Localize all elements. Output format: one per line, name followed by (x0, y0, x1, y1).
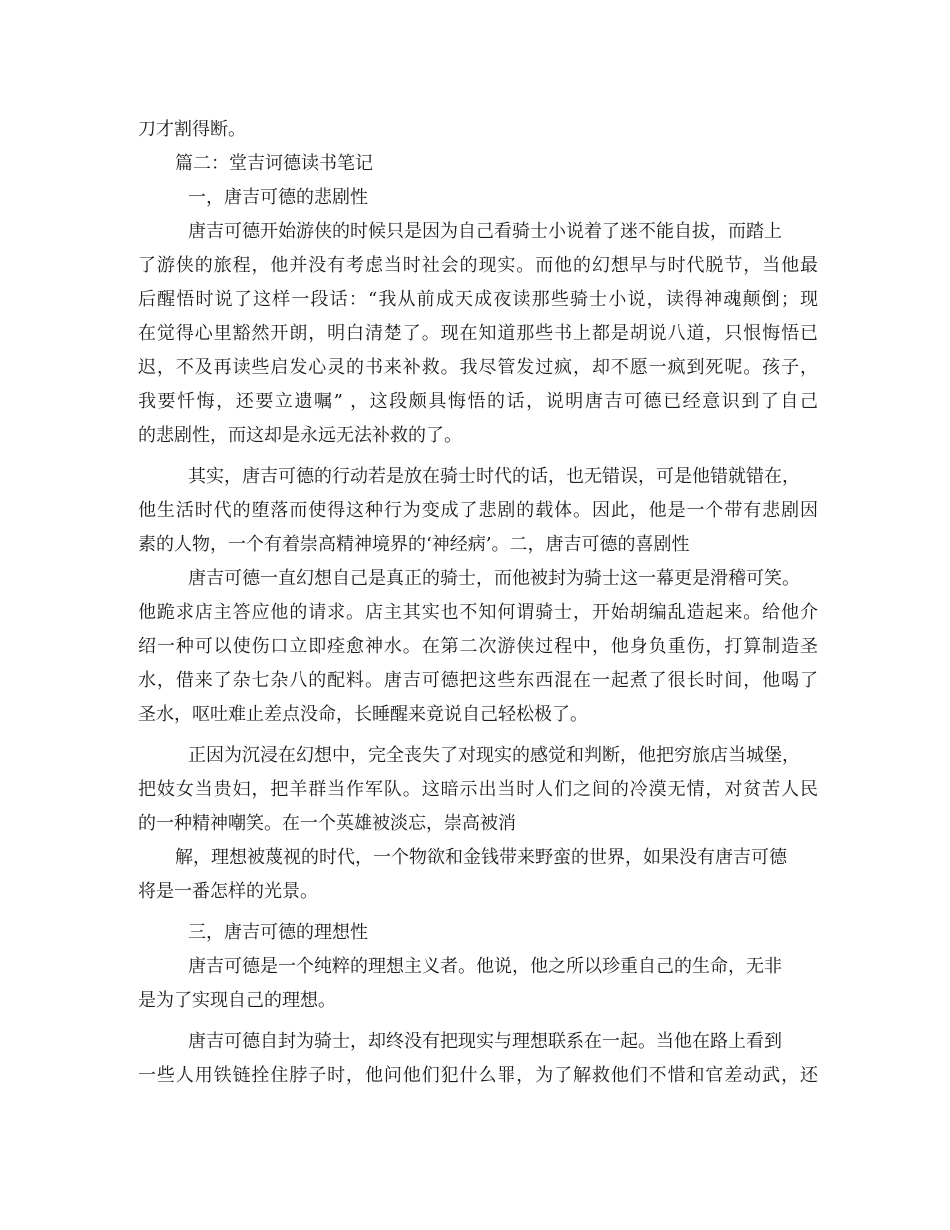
text-line: 他生活时代的堕落而使得这种行为变成了悲剧的载体。因此，他是一个带有悲剧因 (138, 500, 818, 521)
text-line: 将是一番怎样的光景。 (138, 881, 318, 902)
text-line: 刀才割得断。 (138, 119, 246, 140)
text-line: 的悲剧性，而这却是永远无法补救的了。 (138, 425, 462, 446)
text-line: 我要忏悔，还要立遗嘱” ，这段颇具悔悟的话，说明唐吉可德已经意识到了自己 (138, 391, 818, 412)
section-heading: 三，唐吉可德的理想性 (188, 922, 368, 943)
paragraph-first-line: 唐吉可德是一个纯粹的理想主义者。他说，他之所以珍重自己的生命，无非 (188, 956, 782, 977)
text-line: 水，借来了杂七杂八的配料。唐吉可德把这些东西混在一起煮了很长时间，他喝了 (138, 670, 818, 691)
text-line: 一些人用铁链拴住脖子时，他问他们犯什么罪，为了解救他们不惜和官差动武，还 (138, 1065, 818, 1086)
text-line: 绍一种可以使伤口立即痊愈神水。在第二次游侠过程中，他身负重伤，打算制造圣 (138, 636, 818, 657)
paragraph-first-line: 唐吉可德一直幻想自己是真正的骑士，而他被封为骑士这一幕更是滑稽可笑。 (188, 568, 800, 589)
text-line: 了游侠的旅程，他并没有考虑当时社会的现实。而他的幻想早与时代脱节，当他最 (138, 255, 818, 276)
section-heading: 一，唐吉可德的悲剧性 (188, 187, 368, 208)
text-line: 解，理想被蔑视的时代，一个物欲和金钱带来野蛮的世界，如果没有唐吉可德 (175, 847, 787, 868)
text-line: 圣水，呕吐难止差点没命，长睡醒来竟说自己轻松极了。 (138, 704, 588, 725)
text-line: 在觉得心里豁然开朗，明白清楚了。现在知道那些书上都是胡说八道，只恨悔悟已 (138, 323, 818, 344)
text-line: 迟，不及再读些启发心灵的书来补救。我尽管发过疯，却不愿一疯到死呢。孩子， (138, 357, 818, 378)
paragraph-first-line: 其实，唐吉可德的行动若是放在骑士时代的话，也无错误，可是他错就错在， (188, 466, 800, 487)
paragraph-first-line: 正因为沉浸在幻想中，完全丧失了对现实的感觉和判断，他把穷旅店当城堡， (188, 745, 800, 766)
article-heading: 篇二：堂吉诃德读书笔记 (175, 153, 373, 174)
text-line: 他跪求店主答应他的请求。店主其实也不知何谓骑士，开始胡编乱造起来。给他介 (138, 602, 818, 623)
text-line: 后醒悟时说了这样一段话：“我从前成天成夜读那些骑士小说，读得神魂颠倒；现 (138, 289, 818, 310)
text-line: 素的人物，一个有着崇高精神境界的‘神经病’。二，唐吉可德的喜剧性 (138, 534, 690, 555)
paragraph-first-line: 唐吉可德自封为骑士，却终没有把现实与理想联系在一起。当他在路上看到 (188, 1031, 782, 1052)
text-line: 把妓女当贵妇，把羊群当作军队。这暗示出当时人们之间的冷漠无情，对贫苦人民 (138, 779, 818, 800)
text-line: 是为了实现自己的理想。 (138, 990, 336, 1011)
text-line: 的一种精神嘲笑。在一个英雄被淡忘，崇高被消 (138, 813, 516, 834)
paragraph-first-line: 唐吉可德开始游侠的时候只是因为自己看骑士小说着了迷不能自拔，而踏上 (188, 221, 782, 242)
